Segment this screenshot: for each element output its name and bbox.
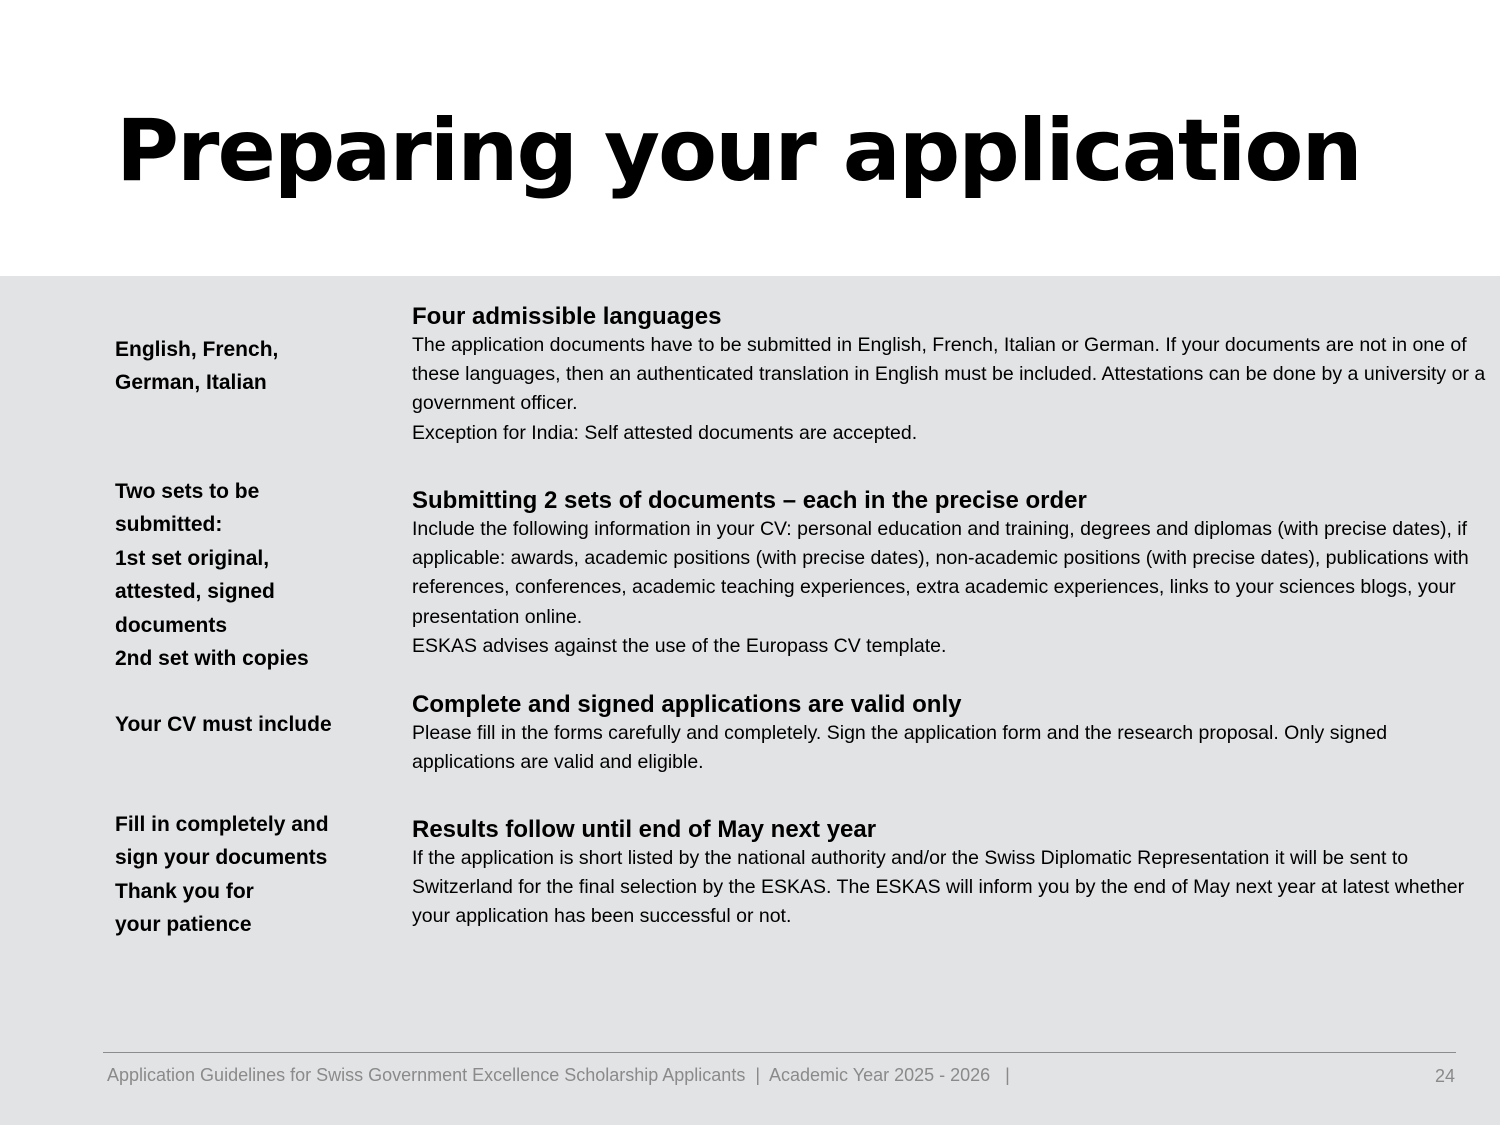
side-note-line: sign your documents <box>115 846 328 870</box>
section-paragraph: If the application is short listed by the national authority and/or the Swiss Diplomatic Representation it will be sent to Switzerland for the final selection by the ESKAS. The ESKAS will inform you by the end of May next year at latest whether your application has been successful or not. <box>412 847 1465 928</box>
side-note-line: documents <box>115 613 228 637</box>
side-note-line: attested, signed <box>115 580 275 604</box>
side-note-cv <box>115 708 385 741</box>
footer-divider <box>103 1052 1456 1053</box>
side-note-line: submitted: <box>115 513 223 537</box>
section-body <box>412 331 1487 448</box>
section-heading: Four admissible languages <box>412 303 722 330</box>
side-note-languages <box>115 333 385 400</box>
footer-text: Application Guidelines for Swiss Government Excellence Scholarship Applicants | Academic Year 2025 - 2026 | <box>107 1065 1010 1085</box>
section-languages <box>412 302 1487 448</box>
section-body <box>412 844 1487 932</box>
side-note-line: Thank you for <box>115 879 254 903</box>
side-note-line: your patience <box>115 913 252 937</box>
title-band <box>0 0 1500 276</box>
section-body <box>412 719 1487 777</box>
side-note-line: 2nd set with copies <box>115 647 309 671</box>
side-note-document-sets <box>115 475 385 675</box>
section-heading: Complete and signed applications are valid only <box>412 691 962 718</box>
side-note-line: English, French, <box>115 338 279 361</box>
section-paragraph: ESKAS advises against the use of the Europass CV template. <box>412 634 947 657</box>
section-paragraph: Exception for India: Self attested documents are accepted. <box>412 421 918 444</box>
page-title: Preparing your application <box>116 101 1361 201</box>
section-heading: Submitting 2 sets of documents – each in the precise order <box>412 487 1087 514</box>
side-note-line: German, Italian <box>115 371 267 395</box>
section-heading: Results follow until end of May next year <box>412 816 877 843</box>
side-note-line: Your CV must include <box>115 713 332 736</box>
section-signed-applications <box>412 690 1487 777</box>
side-note-line: 1st set original, <box>115 546 270 570</box>
section-paragraph: Please fill in the forms carefully and completely. Sign the application form and the research proposal. Only signed applications are valid and eligible. <box>412 722 1388 774</box>
section-body <box>412 515 1487 661</box>
page-number: 24 <box>1434 1066 1455 1086</box>
section-paragraph: Include the following information in your CV: personal education and training, degrees and diplomas (with precise dates), if applicable: awards, academic positions (with precise dates), non-academic positions (with precise dates), publications with references, conferences, academic teaching experiences, extra academic experiences, links to your sciences blogs, your presentation online. <box>412 518 1469 628</box>
section-results <box>412 815 1487 932</box>
section-document-sets <box>412 486 1487 661</box>
section-paragraph: The application documents have to be submitted in English, French, Italian or German. If your documents are not in one of these languages, then an authenticated translation in English must be included. Attestations can be done by a university or a government officer. <box>412 334 1486 415</box>
side-note-line: Fill in completely and <box>115 813 329 836</box>
side-note-line: Two sets to be <box>115 480 260 503</box>
side-note-sign <box>115 808 385 942</box>
